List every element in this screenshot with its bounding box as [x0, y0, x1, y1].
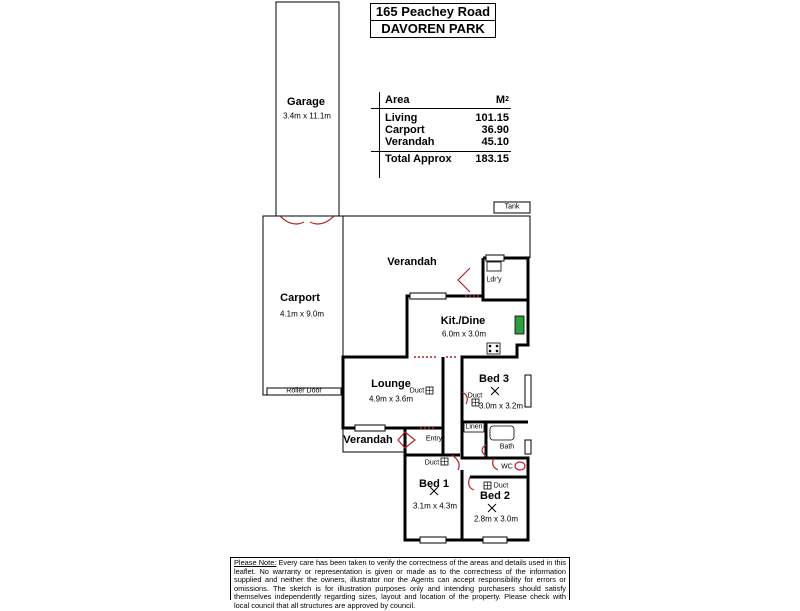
cooktop-icon — [487, 343, 500, 354]
window-bed3 — [525, 375, 531, 407]
window-bath — [525, 440, 531, 454]
duct-hall-label: Duct — [467, 392, 483, 400]
area-row-value: 45.10 — [481, 136, 509, 148]
bed3-label: Bed 3 — [479, 373, 509, 385]
laundry-trough-icon — [487, 262, 501, 271]
duct-bed2-label: Duct — [493, 482, 509, 490]
ceiling-fan-bed2-icon — [488, 504, 496, 512]
door-wc — [493, 458, 498, 470]
kitchen-label: Kit./Dine — [440, 315, 486, 327]
area-row-label: Living — [385, 112, 418, 124]
window-kitchen-top — [410, 293, 446, 299]
bed1-label: Bed 1 — [419, 478, 449, 490]
verandah-outline — [343, 216, 530, 258]
verandah-top-label: Verandah — [387, 256, 437, 268]
disclaimer-text: Every care has been taken to verify the correctness of the areas and details used in this leaflet. No warranty or representation is given or made as to the correctness of the information supplied and neither the owners, illustrator nor the Agents can accept responsibility for errors or omissions. The sketch is for illustration purposes only and intending purchasers should satisfy themselves independently regarding sizes, layout and location of the property. Please check with local council that all structures are approved by council. — [234, 558, 566, 610]
bathtub-icon — [490, 426, 514, 440]
lounge-label: Lounge — [371, 378, 411, 390]
wc-label: WC — [501, 463, 513, 471]
carport-label: Carport — [280, 292, 320, 304]
door-garage-right — [310, 216, 334, 224]
area-row-value: 36.90 — [481, 124, 509, 136]
toilet-icon — [515, 462, 525, 470]
laundry-label: Ldr'y — [486, 276, 502, 284]
area-row-label: Carport — [385, 124, 425, 136]
ceiling-fan-bed3-icon — [491, 387, 499, 395]
garage-dims: 3.4m x 11.1m — [283, 111, 331, 121]
area-row-label: Verandah — [385, 136, 435, 148]
door-bed1 — [452, 455, 459, 470]
garage-outline — [276, 2, 339, 216]
window-bed1 — [420, 537, 446, 543]
area-total-label: Total Approx — [385, 153, 452, 165]
bath-label: Bath — [499, 443, 515, 451]
area-total-value: 183.15 — [475, 153, 509, 165]
door-bed2 — [469, 477, 474, 490]
kitchen-sink-icon — [515, 316, 524, 334]
bed1-dims: 3.1m x 4.3m — [412, 501, 458, 511]
duct-lounge-label: Duct — [409, 387, 425, 395]
area-header-label: Area — [385, 94, 410, 106]
laundry-bottom-wall — [483, 296, 528, 300]
window-lounge — [355, 425, 385, 431]
window-bed2 — [483, 537, 507, 543]
address-street: 165 Peachey Road — [370, 3, 496, 21]
linen-label: Linen — [465, 423, 483, 431]
door-garage-left — [280, 216, 304, 224]
garage-label: Garage — [287, 96, 325, 108]
bed2-dims: 2.8m x 3.0m — [473, 514, 519, 524]
roller-door-label: Roller Door — [286, 387, 322, 395]
carport-outline — [263, 216, 343, 395]
door-laundry — [458, 268, 470, 292]
disclaimer-note — [230, 557, 570, 610]
kitchen-dims: 6.0m x 3.0m — [441, 329, 487, 339]
entry-label: Entry — [425, 435, 443, 443]
bed3-dims: 3.0m x 3.2m — [478, 401, 524, 411]
area-header-unit: $M^2$ — [495, 94, 509, 106]
verandah-front-label: Verandah — [343, 434, 393, 446]
bed2-label: Bed 2 — [480, 490, 510, 502]
lounge-dims: 4.9m x 3.6m — [368, 394, 414, 404]
address-suburb: DAVOREN PARK — [370, 20, 496, 38]
duct-bed1-label: Duct — [424, 459, 440, 467]
area-row-value: 101.15 — [475, 112, 509, 124]
disclaimer-heading: Please Note: — [234, 558, 277, 567]
tank-label: Tank — [504, 203, 520, 211]
carport-dims: 4.1m x 9.0m — [279, 309, 325, 319]
window-laundry — [486, 255, 504, 261]
area-header-unit-sup: 2 — [505, 96, 509, 103]
